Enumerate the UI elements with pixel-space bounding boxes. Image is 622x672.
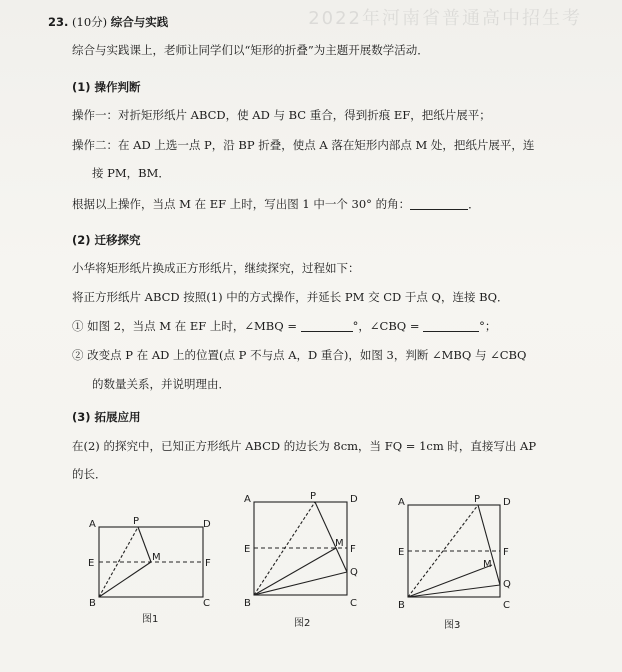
fig2-label-p: P — [310, 491, 317, 502]
part2-item1-text-a: ① 如图 2，当点 M 在 EF 上时，∠MBQ = — [72, 319, 297, 333]
part2-line1: 小华将矩形纸片换成正方形纸片，继续探究，过程如下： — [72, 261, 360, 275]
part1-op2-line2: 接 PM，BM． — [92, 166, 170, 180]
fig3-label-e: E — [398, 547, 405, 558]
figure-3 — [408, 505, 500, 597]
part1-question-end: ． — [468, 197, 480, 211]
fig3-label-p: P — [474, 494, 481, 505]
fig1-segment-bm — [99, 562, 151, 597]
fig2-label-b: B — [244, 598, 251, 609]
fig1-label-m: M — [152, 552, 161, 563]
fig2-label-e: E — [244, 544, 251, 555]
fig2-label-m: M — [335, 538, 344, 549]
part3-line2: 的长． — [72, 467, 107, 481]
fig1-segment-pm — [138, 527, 151, 562]
part1-op2-line1: 操作二：在 AD 上选一点 P，沿 BP 折叠，使点 A 落在矩形内部点 M 处，把纸片展平，连 — [72, 138, 535, 152]
part2-heading: (2) 迁移探究 — [72, 233, 141, 247]
fig2-label-q: Q — [350, 567, 358, 578]
fig1-label-f: F — [205, 558, 211, 569]
fig3-label-d: D — [503, 497, 511, 508]
fig2-segment-bq — [254, 572, 347, 595]
fig2-segment-pq — [315, 502, 347, 572]
fig1-label-b: B — [89, 598, 96, 609]
fig3-label-c: C — [503, 600, 510, 611]
fig3-label-m: M — [483, 559, 492, 570]
fig2-label-a: A — [244, 494, 251, 505]
part2-line2: 将正方形纸片 ABCD 按照(1) 中的方式操作，并延长 PM 交 CD 于点 Q，连接 BQ． — [72, 290, 509, 304]
fig1-label-p: P — [133, 516, 140, 527]
part2-item1-text-b: °，∠CBQ = — [352, 319, 420, 333]
fig1-label-a: A — [89, 519, 96, 530]
part1-op1: 操作一：对折矩形纸片 ABCD，使 AD 与 BC 重合，得到折痕 EF，把纸片展平； — [72, 108, 491, 122]
figure-1 — [99, 527, 203, 597]
fig3-label-a: A — [398, 497, 405, 508]
part2-item2-line1: ② 改变点 P 在 AD 上的位置(点 P 不与点 A，D 重合)，如图 3，判断 ∠MBQ 与 ∠CBQ — [72, 348, 527, 362]
fig1-label-d: D — [203, 519, 211, 530]
part3-heading: (3) 拓展应用 — [72, 410, 141, 424]
fig3-segment-bq — [408, 585, 500, 597]
part2-item1-text-c: °； — [479, 319, 497, 333]
fig2-label-c: C — [350, 598, 357, 609]
question-number: 23. — [48, 15, 69, 29]
question-score: (10分) — [72, 15, 108, 29]
fig2-label-d: D — [350, 494, 358, 505]
fig1-fold-bp — [99, 527, 138, 597]
fig3-label-q: Q — [503, 579, 511, 590]
figure-2 — [254, 502, 347, 595]
fig1-label-c: C — [203, 598, 210, 609]
fig3-label-b: B — [398, 600, 405, 611]
bleed-through-text: 2022年河南省普通高中招生考 — [308, 8, 582, 29]
fig3-caption: 图3 — [444, 620, 461, 631]
part1-heading: (1) 操作判断 — [72, 80, 141, 94]
fig2-segment-bm — [254, 548, 336, 595]
part1-question-text: 根据以上操作，当点 M 在 EF 上时，写出图 1 中一个 30° 的角： — [72, 197, 411, 211]
part2-item2-line2: 的数量关系，并说明理由． — [92, 377, 230, 391]
fig3-segment-pq — [478, 505, 500, 585]
question-topic: 综合与实践 — [110, 15, 169, 29]
part3-line1: 在(2) 的探究中，已知正方形纸片 ABCD 的边长为 8cm，当 FQ = 1cm 时，直接写出 AP — [72, 439, 537, 453]
fig3-label-f: F — [503, 547, 509, 558]
intro-text: 综合与实践课上，老师让同学们以“矩形的折叠”为主题开展数学活动． — [72, 43, 429, 57]
fig1-label-e: E — [88, 558, 95, 569]
fig2-label-f: F — [350, 544, 356, 555]
fig2-caption: 图2 — [294, 618, 311, 629]
fig1-caption: 图1 — [142, 614, 159, 625]
